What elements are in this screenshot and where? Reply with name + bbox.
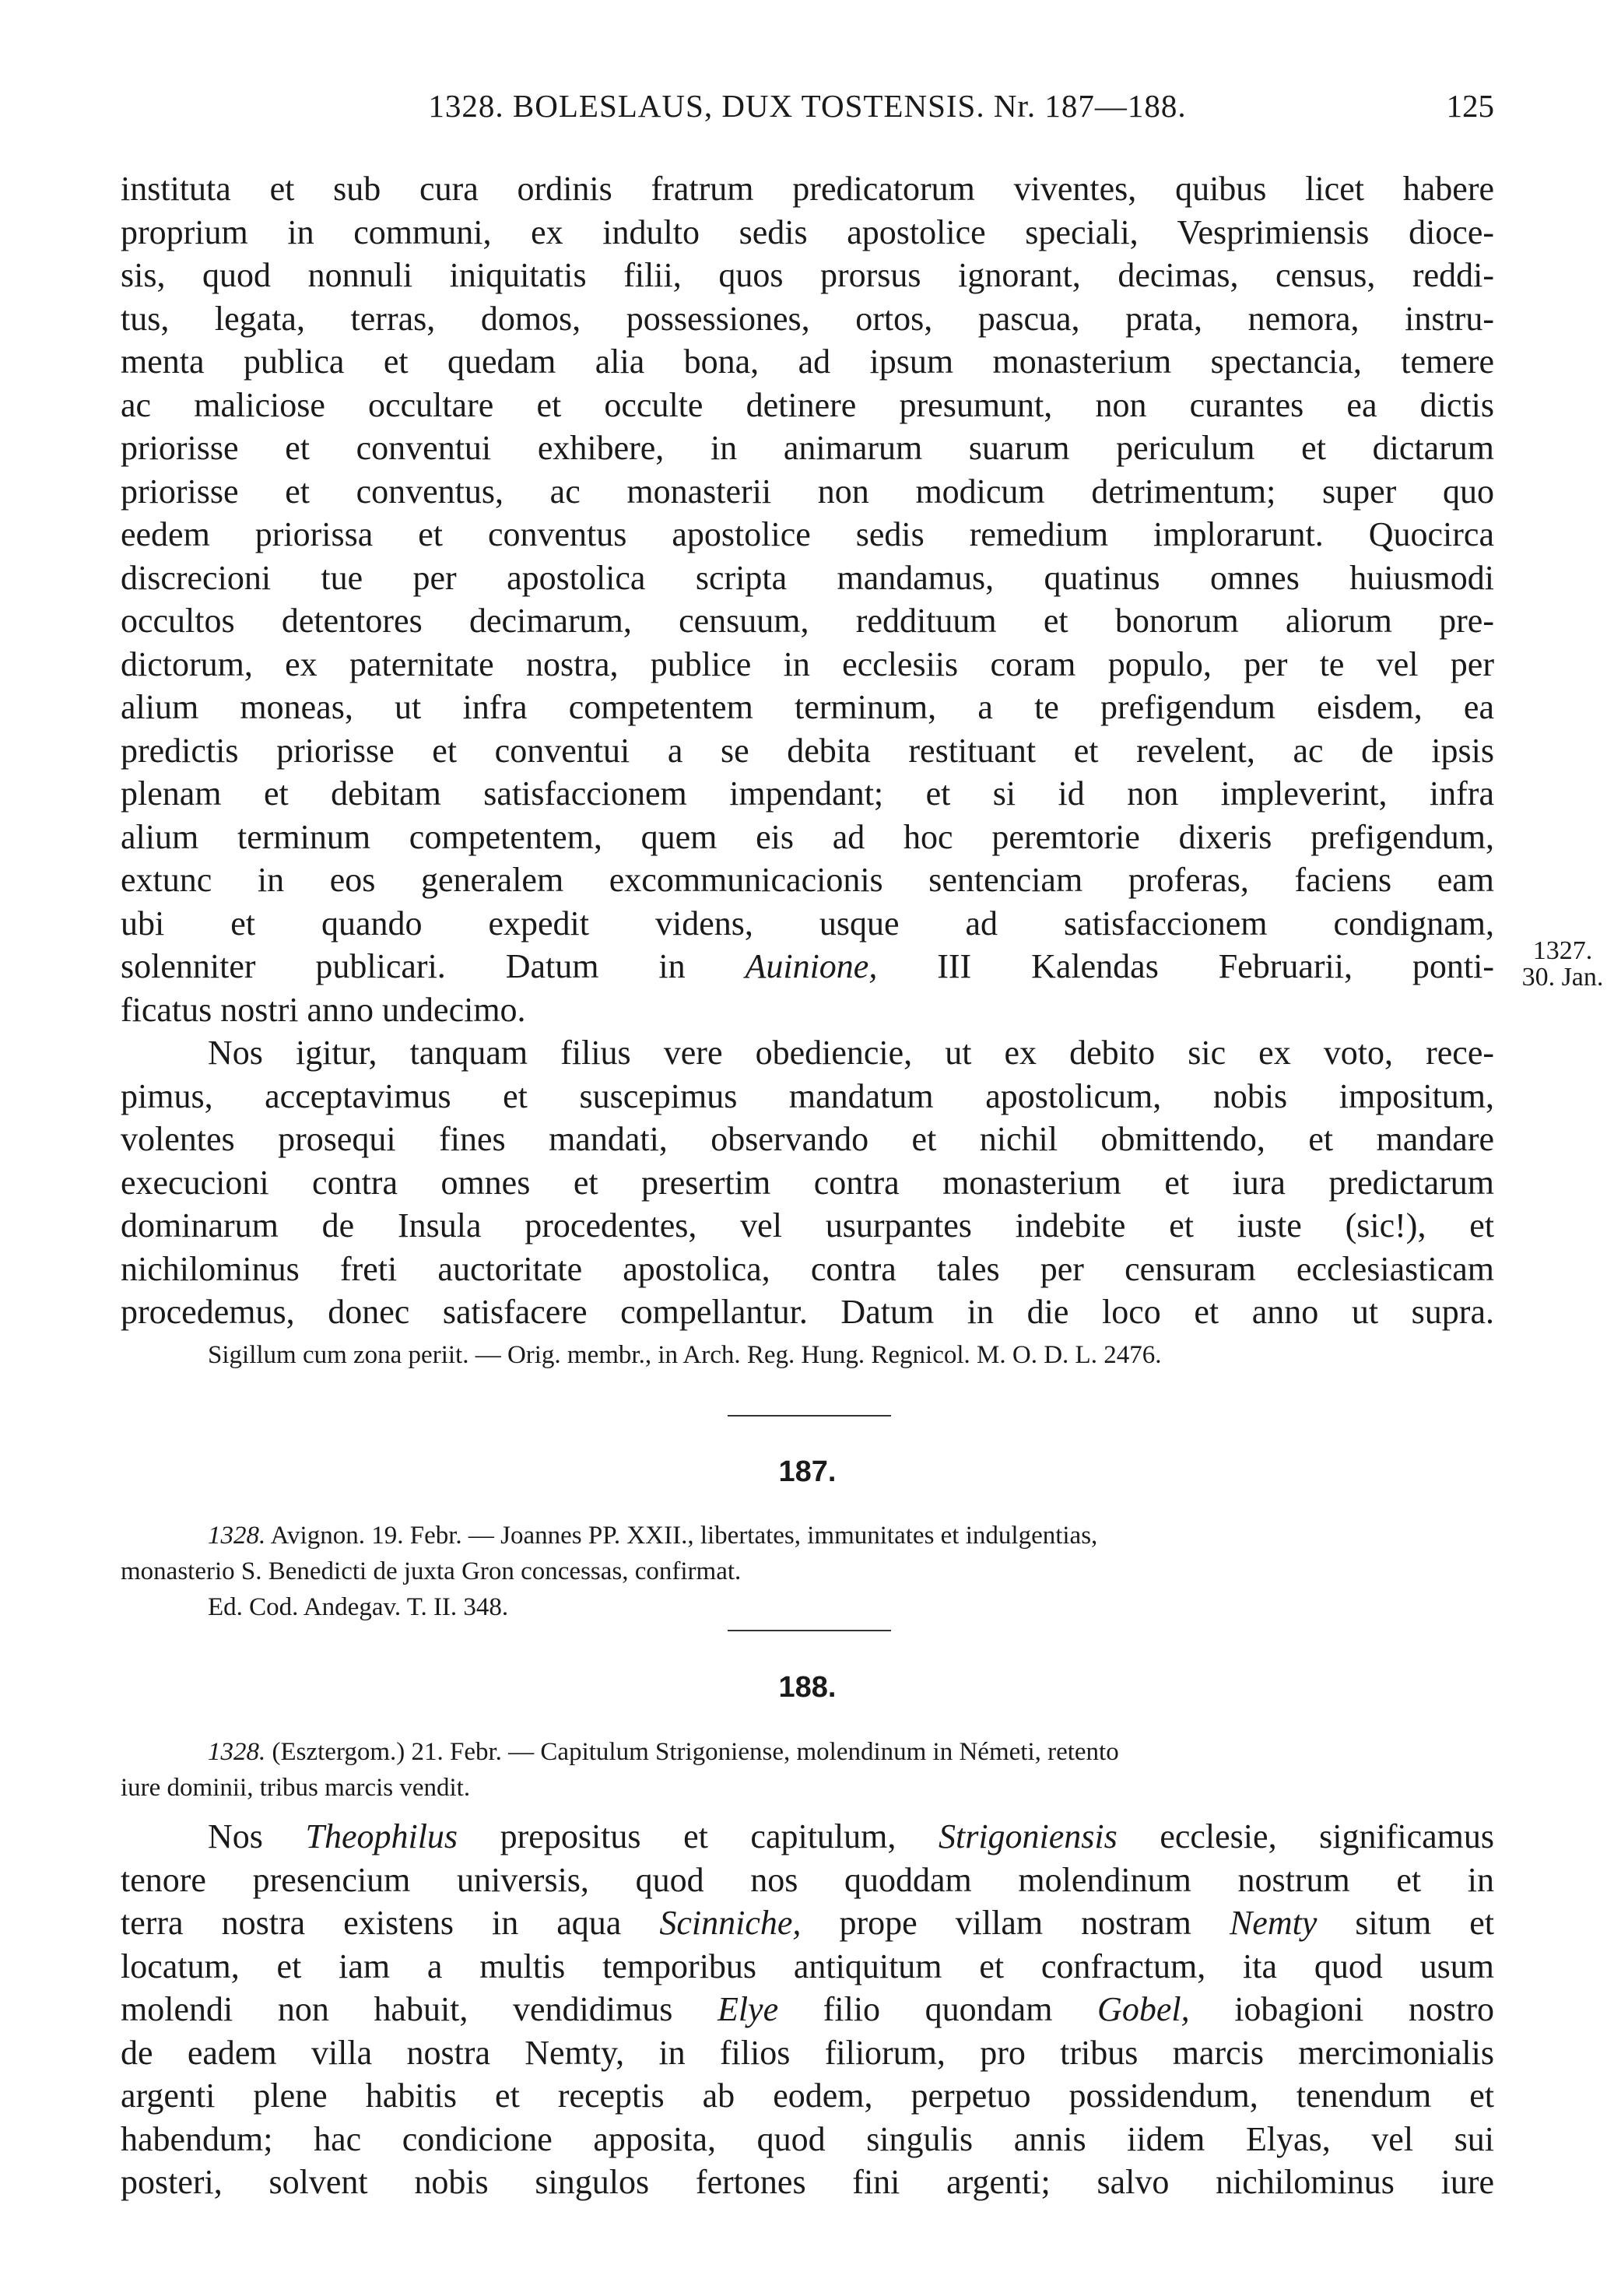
text-line: ubi et quando expedit videns, usque ad satisfaccionem condignam, [121, 904, 1494, 943]
text-line: sis, quod nonnuli iniquitatis filii, quos prorsus ignorant, decimas, census, reddi- [121, 256, 1494, 294]
summary-text: Avignon. 19. Febr. — Joannes PP. XXII., libertates, immunitates et indulgentias, [265, 1522, 1098, 1550]
text-span: molendi non habuit, vendidimus [121, 1990, 718, 2028]
text-line: tus, legata, terras, domos, possessiones, ortos, pascua, prata, nemora, instru- [121, 299, 1494, 338]
margin-day: 30. Jan. [1521, 963, 1604, 992]
text-span: iobagioni nostro [1189, 1990, 1494, 2028]
summary-year: 1328. [208, 1522, 266, 1550]
text-line [121, 1901, 1494, 1945]
person-name: Gobel, [1097, 1990, 1190, 2028]
running-head [121, 87, 1494, 134]
text-line: priorisse et conventus, ac monasterii non modicum detrimentum; super quo [121, 472, 1494, 511]
text-span: terra nostra existens in aqua [121, 1904, 660, 1942]
page-number: 125 [1446, 88, 1494, 124]
text-line: proprium in communi, ex indulto sedis apostolice speciali, Vesprimiensis dioce- [121, 212, 1494, 251]
text-line: locatum, et iam a multis temporibus antiquitum et confractum, ita quod usum [121, 1947, 1494, 1985]
margin-date [1504, 938, 1607, 991]
text-line: menta publica et quedam alia bona, ad ipsum monasterium spectancia, temere [121, 342, 1494, 381]
person-name: Elye [717, 1990, 779, 2028]
text-line: plenam et debitam satisfaccionem impendant; et si id non impleverint, infra [121, 774, 1494, 813]
text-line: volentes prosequi fines mandati, observando et nichil obmittendo, et mandare [121, 1120, 1494, 1158]
summary-line: monasterio S. Benedicti de juxta Gron concessas, confirmat. [121, 1557, 742, 1585]
place-name: Nemty [1229, 1904, 1318, 1942]
summary-line: iure dominii, tribus marcis vendit. [121, 1774, 471, 1802]
text-line: alium terminum competentem, quem eis ad hoc peremtorie dixeris prefigendum, [121, 817, 1494, 856]
text-line: ac maliciose occultare et occulte detinere presumunt, non curantes ea dictis [121, 385, 1494, 424]
text-line: priorisse et conventui exhibere, in animarum suarum periculum et dictarum [121, 429, 1494, 467]
document-number: 187. [778, 1455, 837, 1488]
person-name: Theophilus [305, 1817, 458, 1855]
text-line: dictorum, ex paternitate nostra, publice in ecclesiis coram populo, per te vel per [121, 644, 1494, 683]
text-line: de eadem villa nostra Nemty, in filios filiorum, pro tribus marcis mercimonialis [121, 2033, 1494, 2072]
text-line: posteri, solvent nobis singulos fertones fini argenti; salvo nichilominus iure [121, 2163, 1494, 2201]
summary-line [121, 1518, 1494, 1553]
doc188-summary [121, 1734, 1494, 1806]
text-line: procedemus, donec satisfacere compellantur. Datum in die loco et anno ut supra. [121, 1293, 1494, 1331]
text-span: Nos [208, 1817, 306, 1855]
text-line: pimus, acceptavimus et suscepimus mandatum apostolicum, nobis impositum, [121, 1076, 1494, 1115]
edition-note: Ed. Cod. Andegav. T. II. 348. [208, 1593, 509, 1621]
datum-text: III Kalendas Februarii, ponti- [877, 947, 1494, 985]
summary-year: 1328. [208, 1738, 266, 1766]
document-number: 188. [778, 1671, 837, 1704]
text-span: filio quondam [778, 1990, 1098, 2028]
datum-text: solenniter publicari. Datum in [121, 947, 746, 985]
text-span: prepositus et capitulum, [458, 1817, 939, 1855]
text-line: predictis priorisse et conventui a se debita restituant et revelent, ac de ipsis [121, 731, 1494, 770]
text-line: dominarum de Insula procedentes, vel usurpantes indebite et iuste (sic!), et [121, 1206, 1494, 1245]
doc187-summary [121, 1518, 1494, 1625]
place-name: Strigoniensis [938, 1817, 1118, 1855]
running-title: 1328. BOLESLAUS, DUX TOSTENSIS. Nr. 187—188. [428, 88, 1187, 124]
text-line: nichilominus freti auctoritate apostolica, contra tales per censuram ecclesiasticam [121, 1249, 1494, 1288]
source-note: Sigillum cum zona periit. — Orig. membr., in Arch. Reg. Hung. Regnicol. M. O. D. L. 2476. [208, 1340, 1162, 1369]
main-text [121, 167, 1494, 1373]
text-line: habendum; hac condicione apposita, quod singulis annis iidem Elyas, vel sui [121, 2119, 1494, 2158]
text-line [121, 1988, 1494, 2031]
text-span: ecclesie, significamus [1117, 1817, 1494, 1855]
text-line: eedem priorissa et conventus apostolice sedis remedium implorarunt. Quocirca [121, 515, 1494, 553]
text-line: Nos igitur, tanquam filius vere obediencie, ut ex debito sic ex voto, rece- [208, 1034, 1494, 1072]
margin-year: 1327. [1532, 936, 1593, 965]
text-line: occultos detentores decimarum, censuum, reddituum et bonorum aliorum pre- [121, 602, 1494, 640]
text-span: prope villam nostram [801, 1904, 1230, 1942]
separator-rule [728, 1415, 891, 1417]
summary-text: (Esztergom.) 21. Febr. — Capitulum Strigoniense, molendinum in Németi, retento [265, 1738, 1119, 1766]
text-line: discrecioni tue per apostolica scripta mandamus, quatinus omnes huiusmodi [121, 558, 1494, 597]
text-line: extunc in eos generalem excommunicacionis sentenciam proferas, faciens eam [121, 861, 1494, 899]
text-line [121, 1815, 1494, 1859]
doc188-text [121, 1815, 1494, 2204]
summary-line [121, 1734, 1494, 1770]
text-line: argenti plene habitis et receptis ab eodem, perpetuo possidendum, tenendum et [121, 2077, 1494, 2115]
text-line: alium moneas, ut infra competentem terminum, a te prefigendum eisdem, ea [121, 688, 1494, 726]
text-line: instituta et sub cura ordinis fratrum predicatorum viventes, quibus licet habere [121, 170, 1494, 208]
datum-line [121, 945, 1494, 988]
text-line: execucioni contra omnes et presertim contra monasterium et iura predictarum [121, 1163, 1494, 1202]
text-line: ficatus nostri anno undecimo. [121, 990, 526, 1029]
separator-rule [728, 1630, 891, 1631]
datum-place: Auinione, [745, 947, 878, 985]
place-name: Scinniche, [659, 1904, 802, 1942]
text-span: situm et [1317, 1904, 1494, 1942]
text-line: tenore presencium universis, quod nos quoddam molendinum nostrum et in [121, 1860, 1494, 1899]
